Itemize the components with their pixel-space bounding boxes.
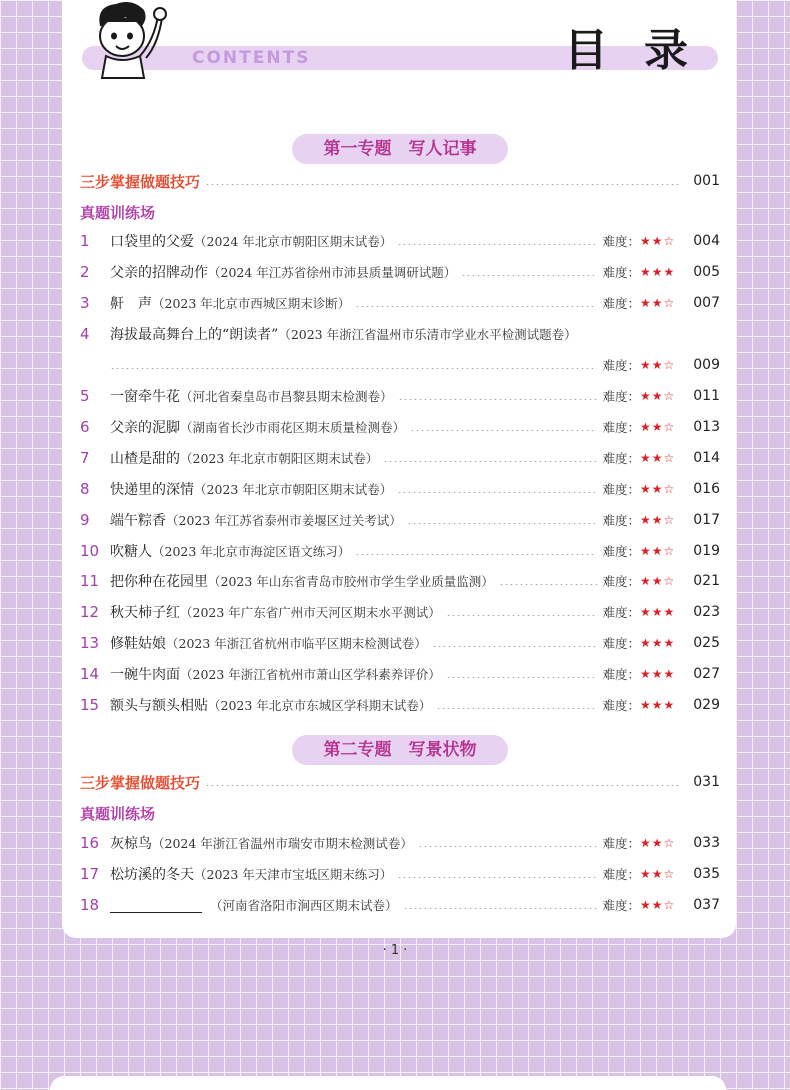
- toc-row[interactable]: [80, 601, 720, 623]
- item-number: 1: [80, 232, 90, 250]
- page-number: 033: [693, 835, 720, 851]
- difficulty-label: 难度：: [602, 867, 640, 882]
- item-number: 11: [80, 572, 100, 590]
- item-number: 10: [80, 542, 100, 560]
- page-number: 001: [693, 173, 720, 189]
- toc-row[interactable]: [80, 632, 720, 654]
- page-number: 029: [693, 697, 720, 713]
- item-source: （2023 年浙江省温州市乐清市学业水平检测试题卷）: [278, 327, 577, 342]
- difficulty-label: 难度：: [602, 836, 640, 851]
- leader-dots: [397, 877, 597, 878]
- item-number: 15: [80, 696, 100, 714]
- item-source: （河南省洛阳市涧西区期末试卷）: [210, 898, 398, 913]
- difficulty-stars: ★★☆: [640, 898, 676, 912]
- leader-dots: [446, 615, 598, 616]
- difficulty-label: 难度：: [602, 451, 640, 466]
- difficulty-stars: ★★☆: [640, 389, 676, 403]
- toc-row[interactable]: [80, 385, 720, 407]
- item-title: 额头与额头相贴: [110, 698, 208, 714]
- leader-dots: [355, 554, 597, 555]
- page-number-footer: · 1 ·: [382, 943, 408, 958]
- item-source: （2023 年山东省青岛市胶州市学生学业质量监测）: [208, 574, 494, 589]
- item-source: （2023 年北京市海淀区语文练习）: [152, 544, 351, 559]
- item-source: （2023 年北京市朝阳区期末试卷）: [194, 482, 393, 497]
- difficulty-label: 难度：: [602, 898, 640, 913]
- page-number: 019: [693, 543, 720, 559]
- item-source: （2023 年北京市西城区期末诊断）: [152, 296, 351, 311]
- item-source: （2024 年北京市朝阳区期末试卷）: [194, 234, 393, 249]
- difficulty-stars: ★★☆: [640, 420, 676, 434]
- item-number: 3: [80, 294, 90, 312]
- leader-dots: [397, 244, 597, 245]
- difficulty-stars: ★★☆: [640, 574, 676, 588]
- page-title: 目录: [564, 25, 724, 76]
- title-blank-line: [110, 897, 202, 913]
- item-source: （2023 年浙江省杭州市萧山区学科素养评价）: [180, 667, 441, 682]
- toc-row[interactable]: [80, 570, 720, 592]
- technique-label: 三步掌握做题技巧: [80, 773, 201, 792]
- toc-row[interactable]: [80, 663, 720, 685]
- technique-row-2[interactable]: [80, 771, 720, 793]
- toc-row[interactable]: [80, 540, 720, 562]
- section-title-2: 第二专题 写景状物: [292, 735, 508, 765]
- toc-row[interactable]: [80, 447, 720, 469]
- item-title: 海拔最高舞台上的“朗读者”: [110, 327, 279, 343]
- item-source: （2023 年北京市朝阳区期末试卷）: [180, 451, 379, 466]
- item-number: 13: [80, 634, 100, 652]
- page-number: 025: [693, 635, 720, 651]
- difficulty-label: 难度：: [602, 605, 640, 620]
- item-number: 16: [80, 834, 100, 852]
- item-source: （2023 年广东省广州市天河区期末水平测试）: [180, 605, 441, 620]
- difficulty-label: 难度：: [602, 389, 640, 404]
- item-title: 吹糖人: [110, 544, 152, 560]
- page-number: 007: [693, 295, 720, 311]
- difficulty-stars: ★★★: [640, 636, 676, 650]
- difficulty-label: 难度：: [602, 544, 640, 559]
- item-title: 山楂是甜的: [110, 451, 180, 467]
- difficulty-label: 难度：: [602, 420, 640, 435]
- item-title: 口袋里的父爱: [110, 234, 194, 250]
- difficulty-label: 难度：: [602, 513, 640, 528]
- difficulty-label: 难度：: [602, 234, 640, 249]
- leader-dots: [403, 908, 598, 909]
- page-number: 014: [693, 450, 720, 466]
- difficulty-label: 难度：: [602, 636, 640, 651]
- difficulty-stars: ★★★: [640, 605, 676, 619]
- toc-row[interactable]: [80, 416, 720, 438]
- page-number: 016: [693, 481, 720, 497]
- page-number: 004: [693, 233, 720, 249]
- leader-dots: [397, 492, 597, 493]
- toc-row[interactable]: [80, 323, 720, 345]
- item-number: 6: [80, 418, 90, 436]
- item-source: （2023 年浙江省杭州市临平区期末检测试卷）: [166, 636, 427, 651]
- practice-label-1: 真题训练场: [80, 204, 156, 222]
- item-number: 2: [80, 263, 90, 281]
- difficulty-stars: ★★☆: [640, 513, 676, 527]
- difficulty-stars: ★★☆: [640, 358, 676, 372]
- difficulty-label: 难度：: [602, 667, 640, 682]
- item-title: 把你种在花园里: [110, 574, 208, 590]
- item-source: （2023 年北京市东城区学科期末试卷）: [208, 698, 432, 713]
- leader-dots: [461, 275, 597, 276]
- difficulty-stars: ★★☆: [640, 234, 676, 248]
- leader-dots: [355, 306, 597, 307]
- difficulty-label: 难度：: [602, 698, 640, 713]
- page-number: 037: [693, 897, 720, 913]
- technique-label: 三步掌握做题技巧: [80, 172, 201, 191]
- leader-dots: [499, 584, 598, 585]
- leader-dots: [432, 646, 598, 647]
- next-page-card: [50, 1076, 726, 1090]
- page-number: 023: [693, 604, 720, 620]
- item-source: （2023 年江苏省泰州市姜堰区过关考试）: [166, 513, 402, 528]
- toc-row[interactable]: [80, 509, 720, 531]
- item-number: 7: [80, 449, 90, 467]
- item-title: 鼾 声: [110, 296, 152, 312]
- item-number: 4: [80, 325, 90, 343]
- item-source: （2023 年天津市宝坻区期末练习）: [194, 867, 393, 882]
- item-title: 修鞋姑娘: [110, 636, 166, 652]
- toc-row[interactable]: [80, 694, 720, 716]
- item-number: 17: [80, 865, 100, 883]
- item-number: 5: [80, 387, 90, 405]
- toc-row[interactable]: [80, 292, 720, 314]
- difficulty-stars: ★★☆: [640, 836, 676, 850]
- difficulty-stars: ★★☆: [640, 482, 676, 496]
- difficulty-stars: ★★☆: [640, 544, 676, 558]
- page-number: 011: [693, 388, 720, 404]
- difficulty-label: 难度：: [602, 265, 640, 280]
- difficulty-label: 难度：: [602, 574, 640, 589]
- page-number: 021: [693, 573, 720, 589]
- item-title: 松坊溪的冬天: [110, 867, 194, 883]
- section-title-1: 第一专题 写人记事: [292, 134, 508, 164]
- leader-dots: [418, 846, 598, 847]
- item-title: 一窗牵牛花: [110, 389, 180, 405]
- toc-row-continuation[interactable]: [80, 354, 720, 376]
- difficulty-stars: ★★★: [640, 667, 676, 681]
- item-title: 快递里的深情: [110, 482, 194, 498]
- leader-dots: [383, 461, 597, 462]
- leader-dots: [410, 430, 597, 431]
- difficulty-label: 难度：: [602, 296, 640, 311]
- item-title: 灰椋鸟: [110, 836, 152, 852]
- technique-row-1[interactable]: [80, 170, 720, 192]
- page-number: 005: [693, 264, 720, 280]
- page-number: 031: [693, 774, 720, 790]
- item-number: 9: [80, 511, 90, 529]
- leader-dots: [398, 399, 598, 400]
- contents-label: CONTENTS: [192, 48, 311, 68]
- item-title: 父亲的泥脚: [110, 420, 180, 436]
- item-source: （2024 年浙江省温州市瑞安市期末检测试卷）: [152, 836, 413, 851]
- toc-row[interactable]: [80, 894, 720, 916]
- leader-dots: [446, 677, 598, 678]
- item-source: （河北省秦皇岛市昌黎县期末检测卷）: [180, 389, 393, 404]
- difficulty-stars: ★★★: [640, 698, 676, 712]
- leader-dots: [205, 184, 681, 185]
- practice-label-2: 真题训练场: [80, 805, 156, 823]
- difficulty-stars: ★★☆: [640, 867, 676, 881]
- difficulty-stars: ★★★: [640, 265, 676, 279]
- item-number: 12: [80, 603, 100, 621]
- item-number: 14: [80, 665, 100, 683]
- page-number: 027: [693, 666, 720, 682]
- item-title: 父亲的招牌动作: [110, 265, 208, 281]
- item-title: 一碗牛肉面: [110, 667, 180, 683]
- toc-row[interactable]: [80, 230, 720, 252]
- item-number: 8: [80, 480, 90, 498]
- item-source: （湖南省长沙市雨花区期末质量检测卷）: [180, 420, 406, 435]
- difficulty-label: 难度：: [602, 482, 640, 497]
- item-source: （2024 年江苏省徐州市沛县质量调研试题）: [208, 265, 457, 280]
- difficulty-stars: ★★☆: [640, 296, 676, 310]
- page-number: 017: [693, 512, 720, 528]
- toc-row[interactable]: [80, 478, 720, 500]
- item-title: 端午粽香: [110, 513, 166, 529]
- page-number: 009: [693, 357, 720, 373]
- toc-row[interactable]: [80, 832, 720, 854]
- leader-dots: [407, 523, 598, 524]
- cartoon-boy-illustration: [82, 0, 182, 80]
- page-number: 013: [693, 419, 720, 435]
- toc-row[interactable]: [80, 863, 720, 885]
- difficulty-label: 难度：: [602, 358, 640, 373]
- page-number: 035: [693, 866, 720, 882]
- item-title: 秋天柿子红: [110, 605, 180, 621]
- toc-row[interactable]: [80, 261, 720, 283]
- leader-dots: [436, 708, 597, 709]
- item-number: 18: [80, 896, 100, 914]
- leader-dots: [205, 785, 681, 786]
- leader-dots: [110, 368, 597, 369]
- difficulty-stars: ★★☆: [640, 451, 676, 465]
